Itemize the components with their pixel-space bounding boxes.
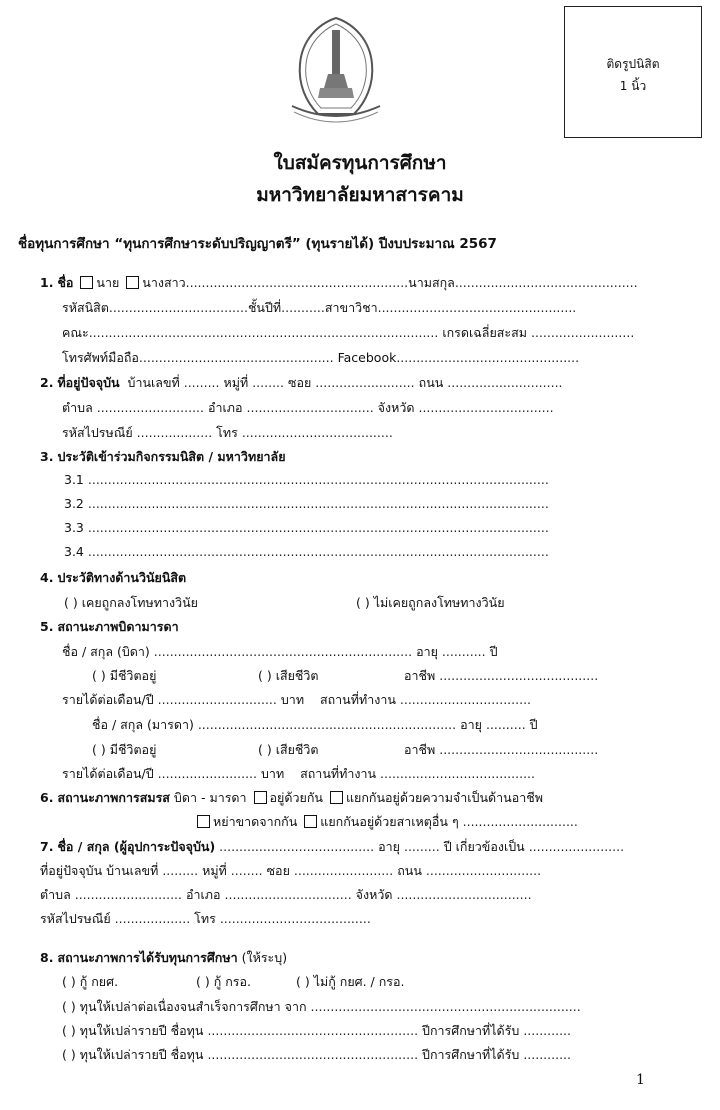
discipline-option-no[interactable]: ( ) ไม่เคยถูกลงโทษทางวินัย [356,595,505,610]
guardian-postcode-row[interactable]: รหัสไปรษณีย์ ................... โทร ...................................... [40,911,371,926]
separated-other-checkbox[interactable] [304,815,317,828]
activity-line-1[interactable]: 3.1 .................................................................................................................... [64,472,549,487]
divorced-checkbox[interactable] [197,815,210,828]
separated-necessity-checkbox[interactable] [330,791,343,804]
photo-label: ติดรูปนิสิต [606,57,660,71]
father-dead-option[interactable]: ( ) เสียชีวิต [258,668,319,683]
faculty-row[interactable]: คณะ........................................................................................ เกรดเฉลี่ยสะสม .......................... [62,325,635,340]
section-7-guardian-row[interactable]: 7. ชื่อ / สกุล (ผู้อุปการะปัจจุบัน) ....................................... อายุ ......... ปี เกี่ยวข้องเป็น ........................ [40,839,625,854]
section-6-marital-row: 6. สถานะภาพการสมรส บิดา - มารดา อยู่ด้วยกัน แยกกันอยู่ด้วยความจำเป็นด้านอาชีพ [40,790,543,805]
loan-kror-option[interactable]: ( ) กู้ กรอ. [196,974,252,989]
father-occupation-row[interactable]: อาชีพ ........................................ [404,668,599,683]
mobile-row[interactable]: โทรศัพท์มือถือ................................................. Facebook.............................................. [62,350,580,365]
activity-line-2[interactable]: 3.2 .................................................................................................................... [64,496,549,511]
yearly-grant-row-2[interactable]: ( ) ทุนให้เปล่ารายปี ชื่อทุน ..................................................... ปีการศึกษาที่ได้รับ ............ [62,1047,571,1062]
name-label: ชื่อ [57,275,74,290]
ms-checkbox[interactable] [126,276,139,289]
postcode-row[interactable]: รหัสไปรษณีย์ ................... โทร ...................................... [62,425,393,440]
university-seal-icon [288,14,384,126]
guardian-address-row[interactable]: ที่อยู่ปัจจุบัน บ้านเลขที่ ......... หมู่ที่ ........ ซอย ......................... ถนน ............................. [40,863,542,878]
mother-alive-option[interactable]: ( ) มีชีวิตอยู่ [92,742,157,757]
discipline-option-yes[interactable]: ( ) เคยถูกลงโทษทางวินัย [64,595,199,610]
section-3-heading: 3. ประวัติเข้าร่วมกิจกรรมนิสิต / มหาวิทยาลัย [40,449,286,464]
section-6-row-2: หย่าขาดจากกัน แยกกันอยู่ด้วยสาเหตุอื่น ๆ ............................. [194,812,578,832]
form-title: ใบสมัครทุนการศึกษา [273,152,447,174]
continuous-grant-row[interactable]: ( ) ทุนให้เปล่าต่อเนื่องจนสำเร็จการศึกษา จาก .................................................................... [62,999,581,1014]
scholarship-name: ชื่อทุนการศึกษา “ทุนการศึกษาระดับปริญญาตรี” (ทุนรายได้) ปีงบประมาณ 2567 [18,236,497,252]
father-alive-option[interactable]: ( ) มีชีวิตอยู่ [92,668,157,683]
mr-checkbox[interactable] [80,276,93,289]
photo-placeholder-box [564,6,702,138]
section-5-heading: 5. สถานะภาพบิดามารดา [40,619,179,634]
mother-income-row[interactable]: รายได้ต่อเดือน/ปี ......................... บาท สถานที่ทำงาน ....................................... [62,766,535,781]
activity-line-3[interactable]: 3.3 .................................................................................................................... [64,520,549,535]
together-checkbox[interactable] [254,791,267,804]
subdistrict-row[interactable]: ตำบล ........................... อำเภอ ................................ จังหวัด .................................. [62,400,554,415]
section-2-address-row[interactable]: 2. ที่อยู่ปัจจุบัน บ้านเลขที่ ......... หมู่ที่ ........ ซอย ......................... ถนน ............................. [40,375,563,390]
yearly-grant-row-1[interactable]: ( ) ทุนให้เปล่ารายปี ชื่อทุน ..................................................... ปีการศึกษาที่ได้รับ ............ [62,1023,571,1038]
father-income-row[interactable]: รายได้ต่อเดือน/ปี .............................. บาท สถานที่ทำงาน ................................. [62,692,532,707]
mother-name-row[interactable]: ชื่อ / สกุล (มารดา) ................................................................. อายุ .......... ปี [92,717,538,732]
university-name: มหาวิทยาลัยมหาสารคาม [256,184,464,206]
no-loan-option[interactable]: ( ) ไม่กู้ กยศ. / กรอ. [296,974,405,989]
mother-occupation-row[interactable]: อาชีพ ........................................ [404,742,599,757]
mother-dead-option[interactable]: ( ) เสียชีวิต [258,742,319,757]
page-number: 1 [636,1072,645,1088]
photo-size-label: 1 นิ้ว [619,79,647,93]
loan-kyor-option[interactable]: ( ) กู้ กยศ. [62,974,119,989]
student-id-row[interactable]: รหัสนิสิต...................................ชั้นปีที่...........สาขาวิชา.................................................. [62,300,577,315]
activity-line-4[interactable]: 3.4 .................................................................................................................... [64,544,549,559]
section-1-name-row: 1. ชื่อ นาย นางสาว........................................................นามสกุล.............................................. [40,275,638,290]
guardian-subdistrict-row[interactable]: ตำบล ........................... อำเภอ ................................ จังหวัด .................................. [40,887,532,902]
section-8-heading: 8. สถานะภาพการได้รับทุนการศึกษา (ให้ระบุ) [40,950,288,965]
section-4-heading: 4. ประวัติทางด้านวินัยนิสิต [40,570,187,585]
father-name-row[interactable]: ชื่อ / สกุล (บิดา) ................................................................. อายุ ........... ปี [62,644,498,659]
